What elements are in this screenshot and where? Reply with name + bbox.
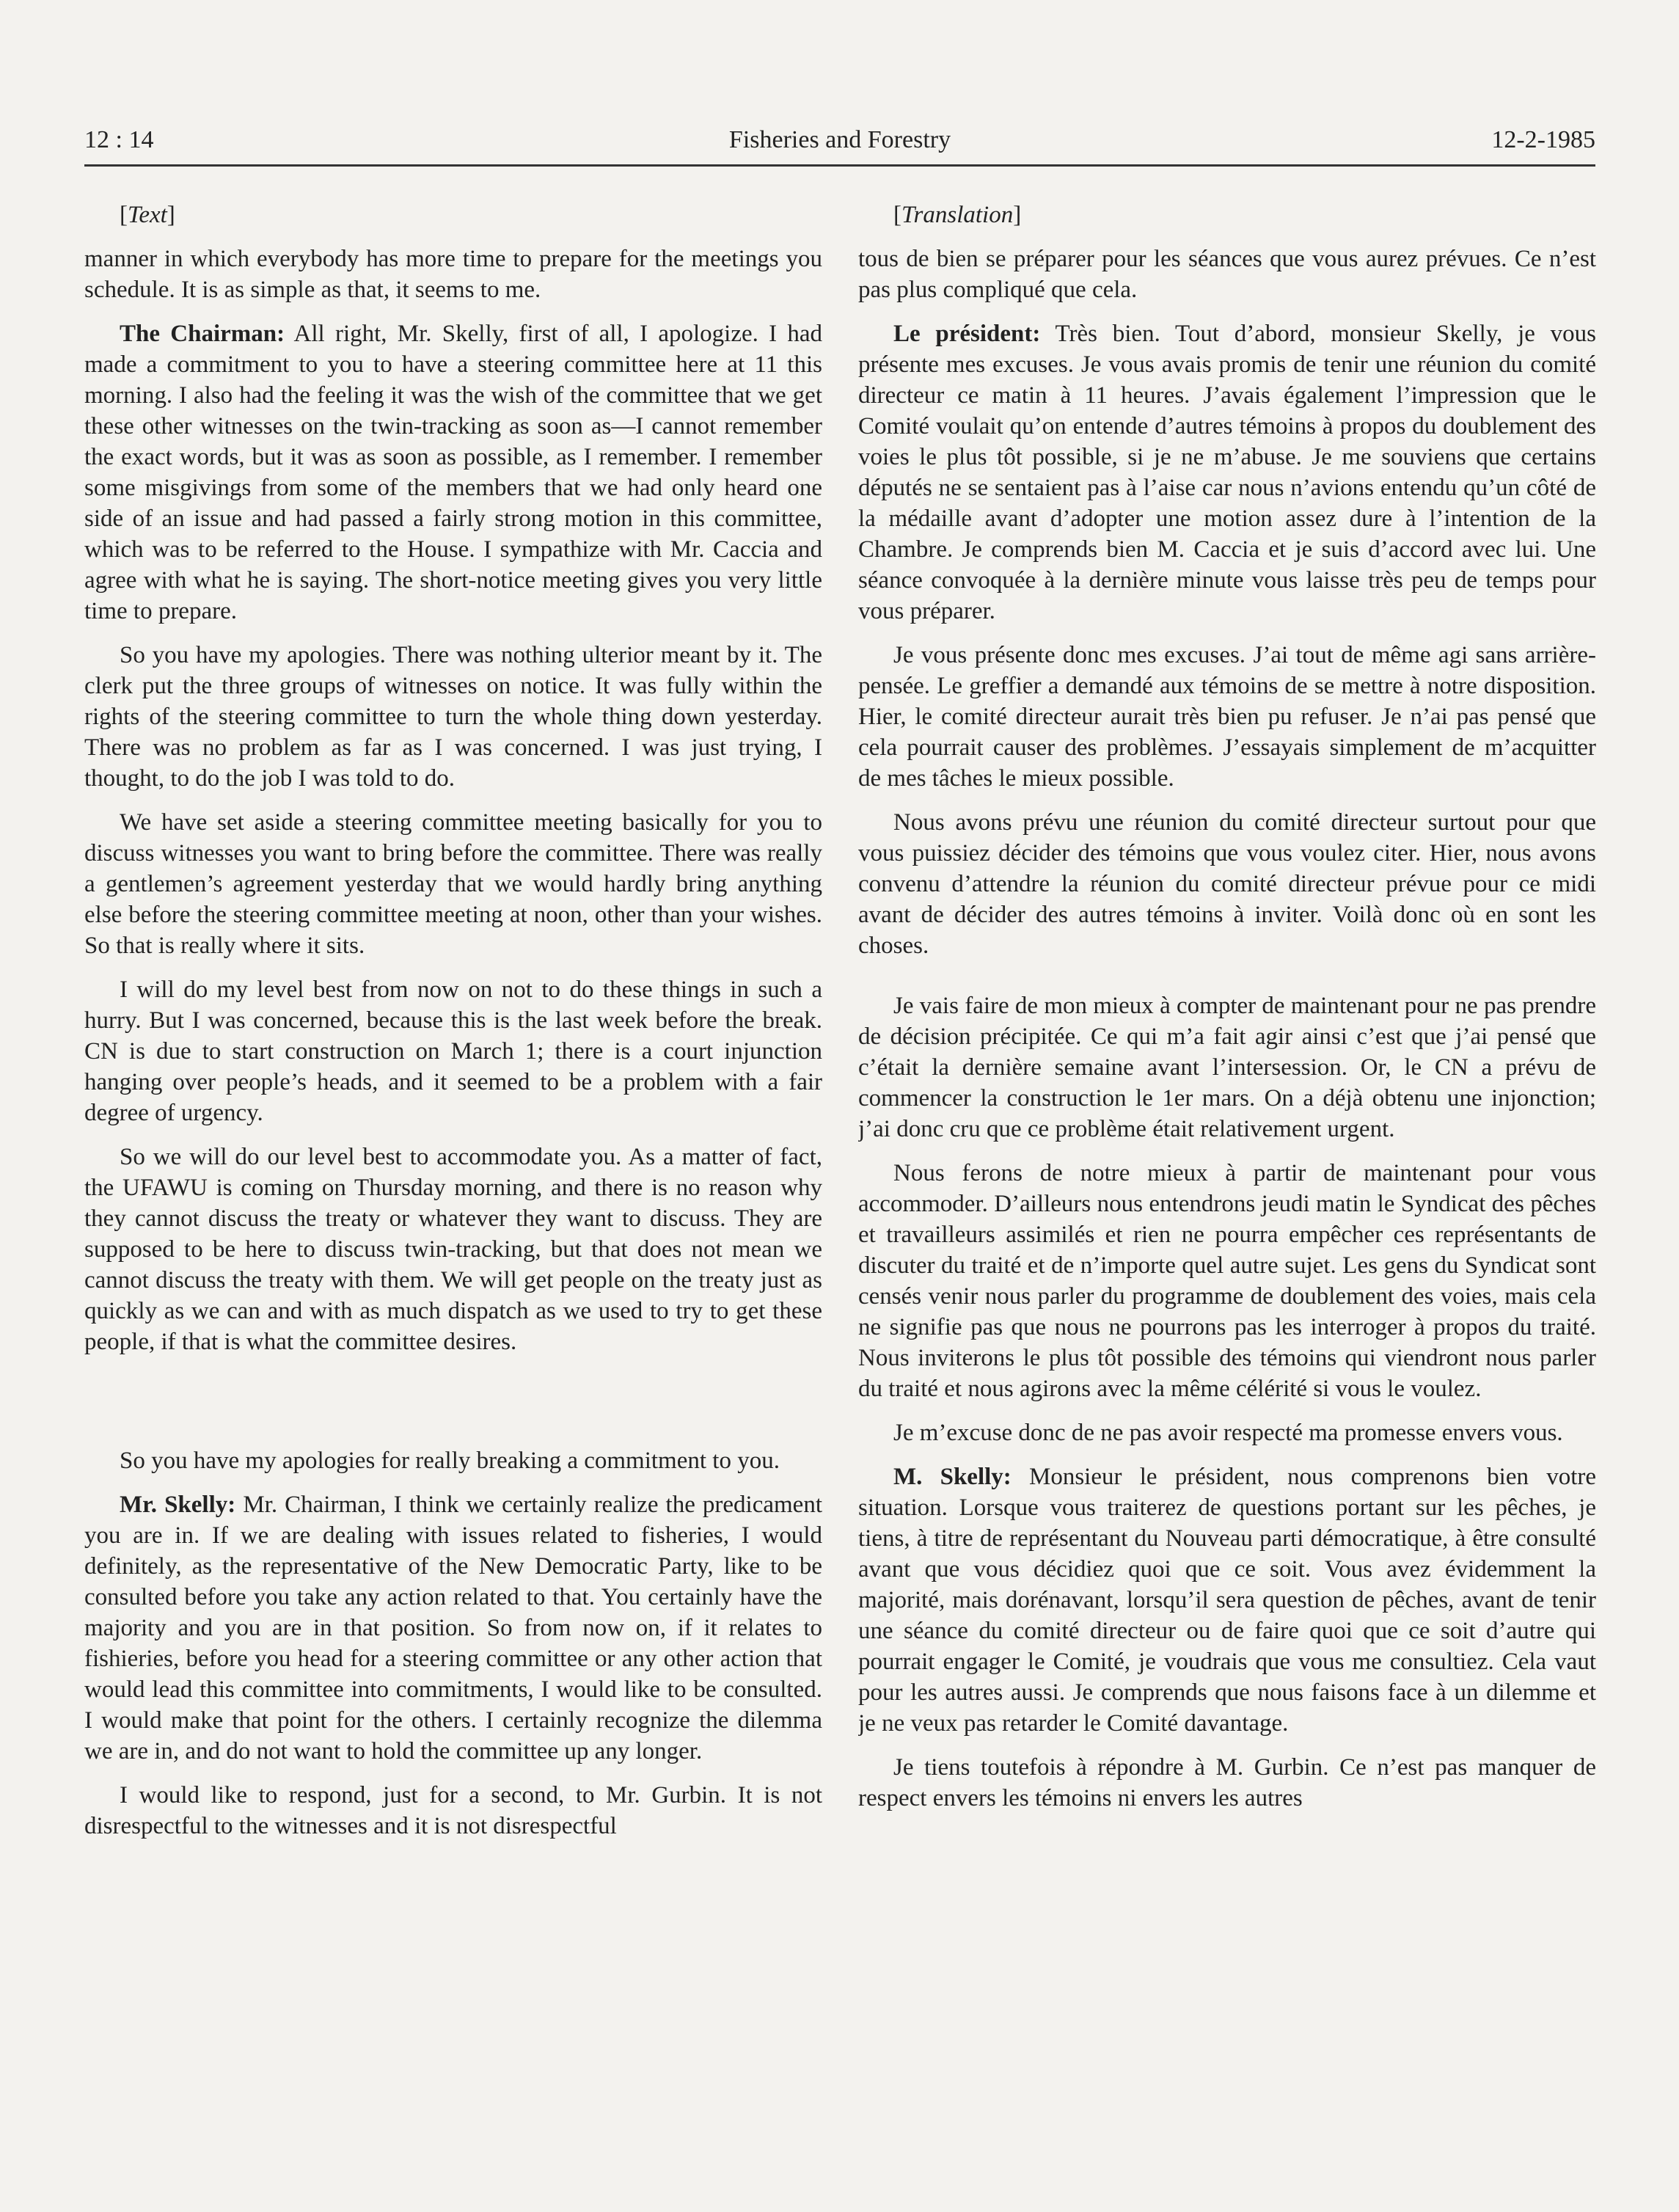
speaker-name: Le président: (893, 321, 1041, 347)
paragraph: I will do my level best from now on not to do these things in such a hurry. But I was concerned, because this is the last week before the break. CN is due to start construction on March 1; there is a court injunction hanging over people’s heads, and it seemed to be a problem with a fair degree of urgency. (84, 977, 822, 1126)
paragraph: M. Skelly: Monsieur le président, nous comprenons bien votre situation. Lorsque vous traiterez de questions portant sur les pêches, je tiens, à titre de représentant du Nouveau parti démocratique, à être consulté avant que vous décidiez quoi que ce soit. Vous avez évidemment la majorité, mais dorénavant, lorsqu’il sera question de pêches, avant de tenir une séance du comité directeur ou de faire quoi que ce soit d’autre qui pourrait engager le Comité, je voudrais que vous me consultiez. Cela vaut pour les autres aussi. Je comprends que nous faisons face à un dilemme et je ne veux pas retarder le Comité davantage. (858, 1464, 1596, 1737)
paragraph: So we will do our level best to accommodate you. As a matter of fact, the UFAWU is coming on Thursday morning, and there is no reason why they cannot discuss the treaty or whatever they want to discuss. They are supposed to be here to discuss twin-tracking, but that does not mean we cannot discuss the treaty with them. We will get people on the treaty just as quickly as we can and with as much dispatch as we used to try to get these people, if that is what the committee desires. (84, 1144, 822, 1355)
english-column (84, 200, 822, 2166)
paragraph: The Chairman: All right, Mr. Skelly, first of all, I apologize. I had made a commitment to you to have a steering committee here at 11 this morning. I also had the feeling it was the wish of the committee that we get these other witnesses on the twin-tracking as soon as—I cannot remember the exact words, but it was as soon as possible, as I remember. I remember some misgivings from some of the members that we had only heard one side of an issue and had passed a fairly strong motion in this committee, which was to be referred to the House. I sympathize with Mr. Caccia and agree with what he is saying. The short-notice meeting gives you very little time to prepare. (84, 321, 822, 624)
language-tag: [Translation] (893, 202, 1022, 228)
paragraph: We have set aside a steering committee meeting basically for you to discuss witnesses you want to bring before the committee. There was really a gentlemen’s agreement yesterday that we would hardly bring anything else before the steering committee meeting at noon, other than your wishes. So that is really where it sits. (84, 809, 822, 959)
french-column (858, 200, 1596, 2166)
paragraph: Je tiens toutefois à répondre à M. Gurbin. Ce n’est pas manquer de respect envers les témoins ni envers les autres (858, 1754, 1596, 1811)
speaker-name: M. Skelly: (893, 1464, 1012, 1490)
speaker-name: The Chairman: (120, 321, 285, 347)
paragraph: So you have my apologies for really breaking a commitment to you. (120, 1448, 780, 1474)
paragraph: Je vous présente donc mes excuses. J’ai tout de même agi sans arrière-pensée. Le greffier a demandé aux témoins de se mettre à notre disposition. Hier, le comité directeur aurait très bien pu refuser. Je n’ai pas pensé que cela pourrait causer des problèmes. J’essayais simplement de m’acquitter de mes tâches le mieux possible. (858, 642, 1596, 792)
publication-date: 12-2-1985 (1491, 126, 1595, 153)
page-header (84, 123, 1595, 167)
paragraph: Je vais faire de mon mieux à compter de maintenant pour ne pas prendre de décision précipitée. Ce qui m’a fait agir ainsi c’est que j’ai pensé que c’était la dernière semaine avant l’intersession. Or, le CN a prévu de commencer la construction le 1er mars. On a déjà obtenu une injonction; j’ai donc cru que ce problème était relativement urgent. (858, 993, 1596, 1142)
paragraph: So you have my apologies. There was nothing ulterior meant by it. The clerk put the three groups of witnesses on notice. It was fully within the rights of the steering committee to turn the whole thing down yesterday. There was no problem as far as I was concerned. I was just trying, I thought, to do the job I was told to do. (84, 642, 822, 792)
paragraph: manner in which everybody has more time to prepare for the meetings you schedule. It is as simple as that, it seems to me. (84, 246, 822, 303)
paragraph: I would like to respond, just for a second, to Mr. Gurbin. It is not disrespectful to the witnesses and it is not disrespectful (84, 1782, 822, 1839)
paragraph: tous de bien se préparer pour les séances que vous aurez prévues. Ce n’est pas plus compliqué que cela. (858, 246, 1596, 303)
paragraph: Nous ferons de notre mieux à partir de maintenant pour vous accommoder. D’ailleurs nous entendrons jeudi matin le Syndicat des pêches et travailleurs assimilés et rien ne pourra empêcher ces représentants de discuter du traité et de n’importe quel autre sujet. Les gens du Syndicat sont censés venir nous parler du programme de doublement des voies, mais cela ne signifie pas que nous ne pourrons pas les interroger à propos du traité. Nous inviterons le plus tôt possible des témoins qui viendront nous parler du traité et nous agirons avec la même célérité si vous le voulez. (858, 1160, 1596, 1402)
paragraph: Nous avons prévu une réunion du comité directeur surtout pour que vous puissiez décider des témoins que vous voulez citer. Hier, nous avons convenu d’attendre la réunion du comité directeur prévue pour ce midi avant de décider des autres témoins à inviter. Voilà donc où en sont les choses. (858, 809, 1596, 959)
paragraph: Mr. Skelly: Mr. Chairman, I think we certainly realize the predicament you are in. If we are dealing with issues related to fisheries, I would definitely, as the representative of the New Democratic Party, like to be consulted before you take any action related to that. You certainly have the majority and you are in that position. So from now on, if it relates to fishieries, before you head for a steering committee or any other action that would lead this committee into commitments, I would like to be consulted. I would make that point for the others. I certainly recognize the dilemma we are in, and do not want to hold the committee up any longer. (84, 1492, 822, 1764)
paragraph: Je m’excuse donc de ne pas avoir respecté ma promesse envers vous. (893, 1420, 1563, 1446)
page-number: 12 : 14 (84, 126, 154, 153)
speaker-name: Mr. Skelly: (120, 1492, 236, 1518)
publication-title: Fisheries and Forestry (728, 126, 951, 153)
language-tag: [Text] (120, 202, 175, 228)
paragraph: Le président: Très bien. Tout d’abord, monsieur Skelly, je vous présente mes excuses. Je vous avais promis de tenir une réunion du comité directeur ce matin à 11 heures. J’avais également l’impression que le Comité voulait qu’on entende d’autres témoins à propos du doublement des voies le plus tôt possible, si je ne m’abuse. Je me souviens que certains députés ne se sentaient pas à l’aise car nous n’avions entendu qu’un côté de la médaille avant d’adopter une motion assez dure à l’intention de la Chambre. Je comprends bien M. Caccia et je suis d’accord avec lui. Une séance convoquée à la dernière minute vous laisse très peu de temps pour vous préparer. (858, 321, 1596, 624)
